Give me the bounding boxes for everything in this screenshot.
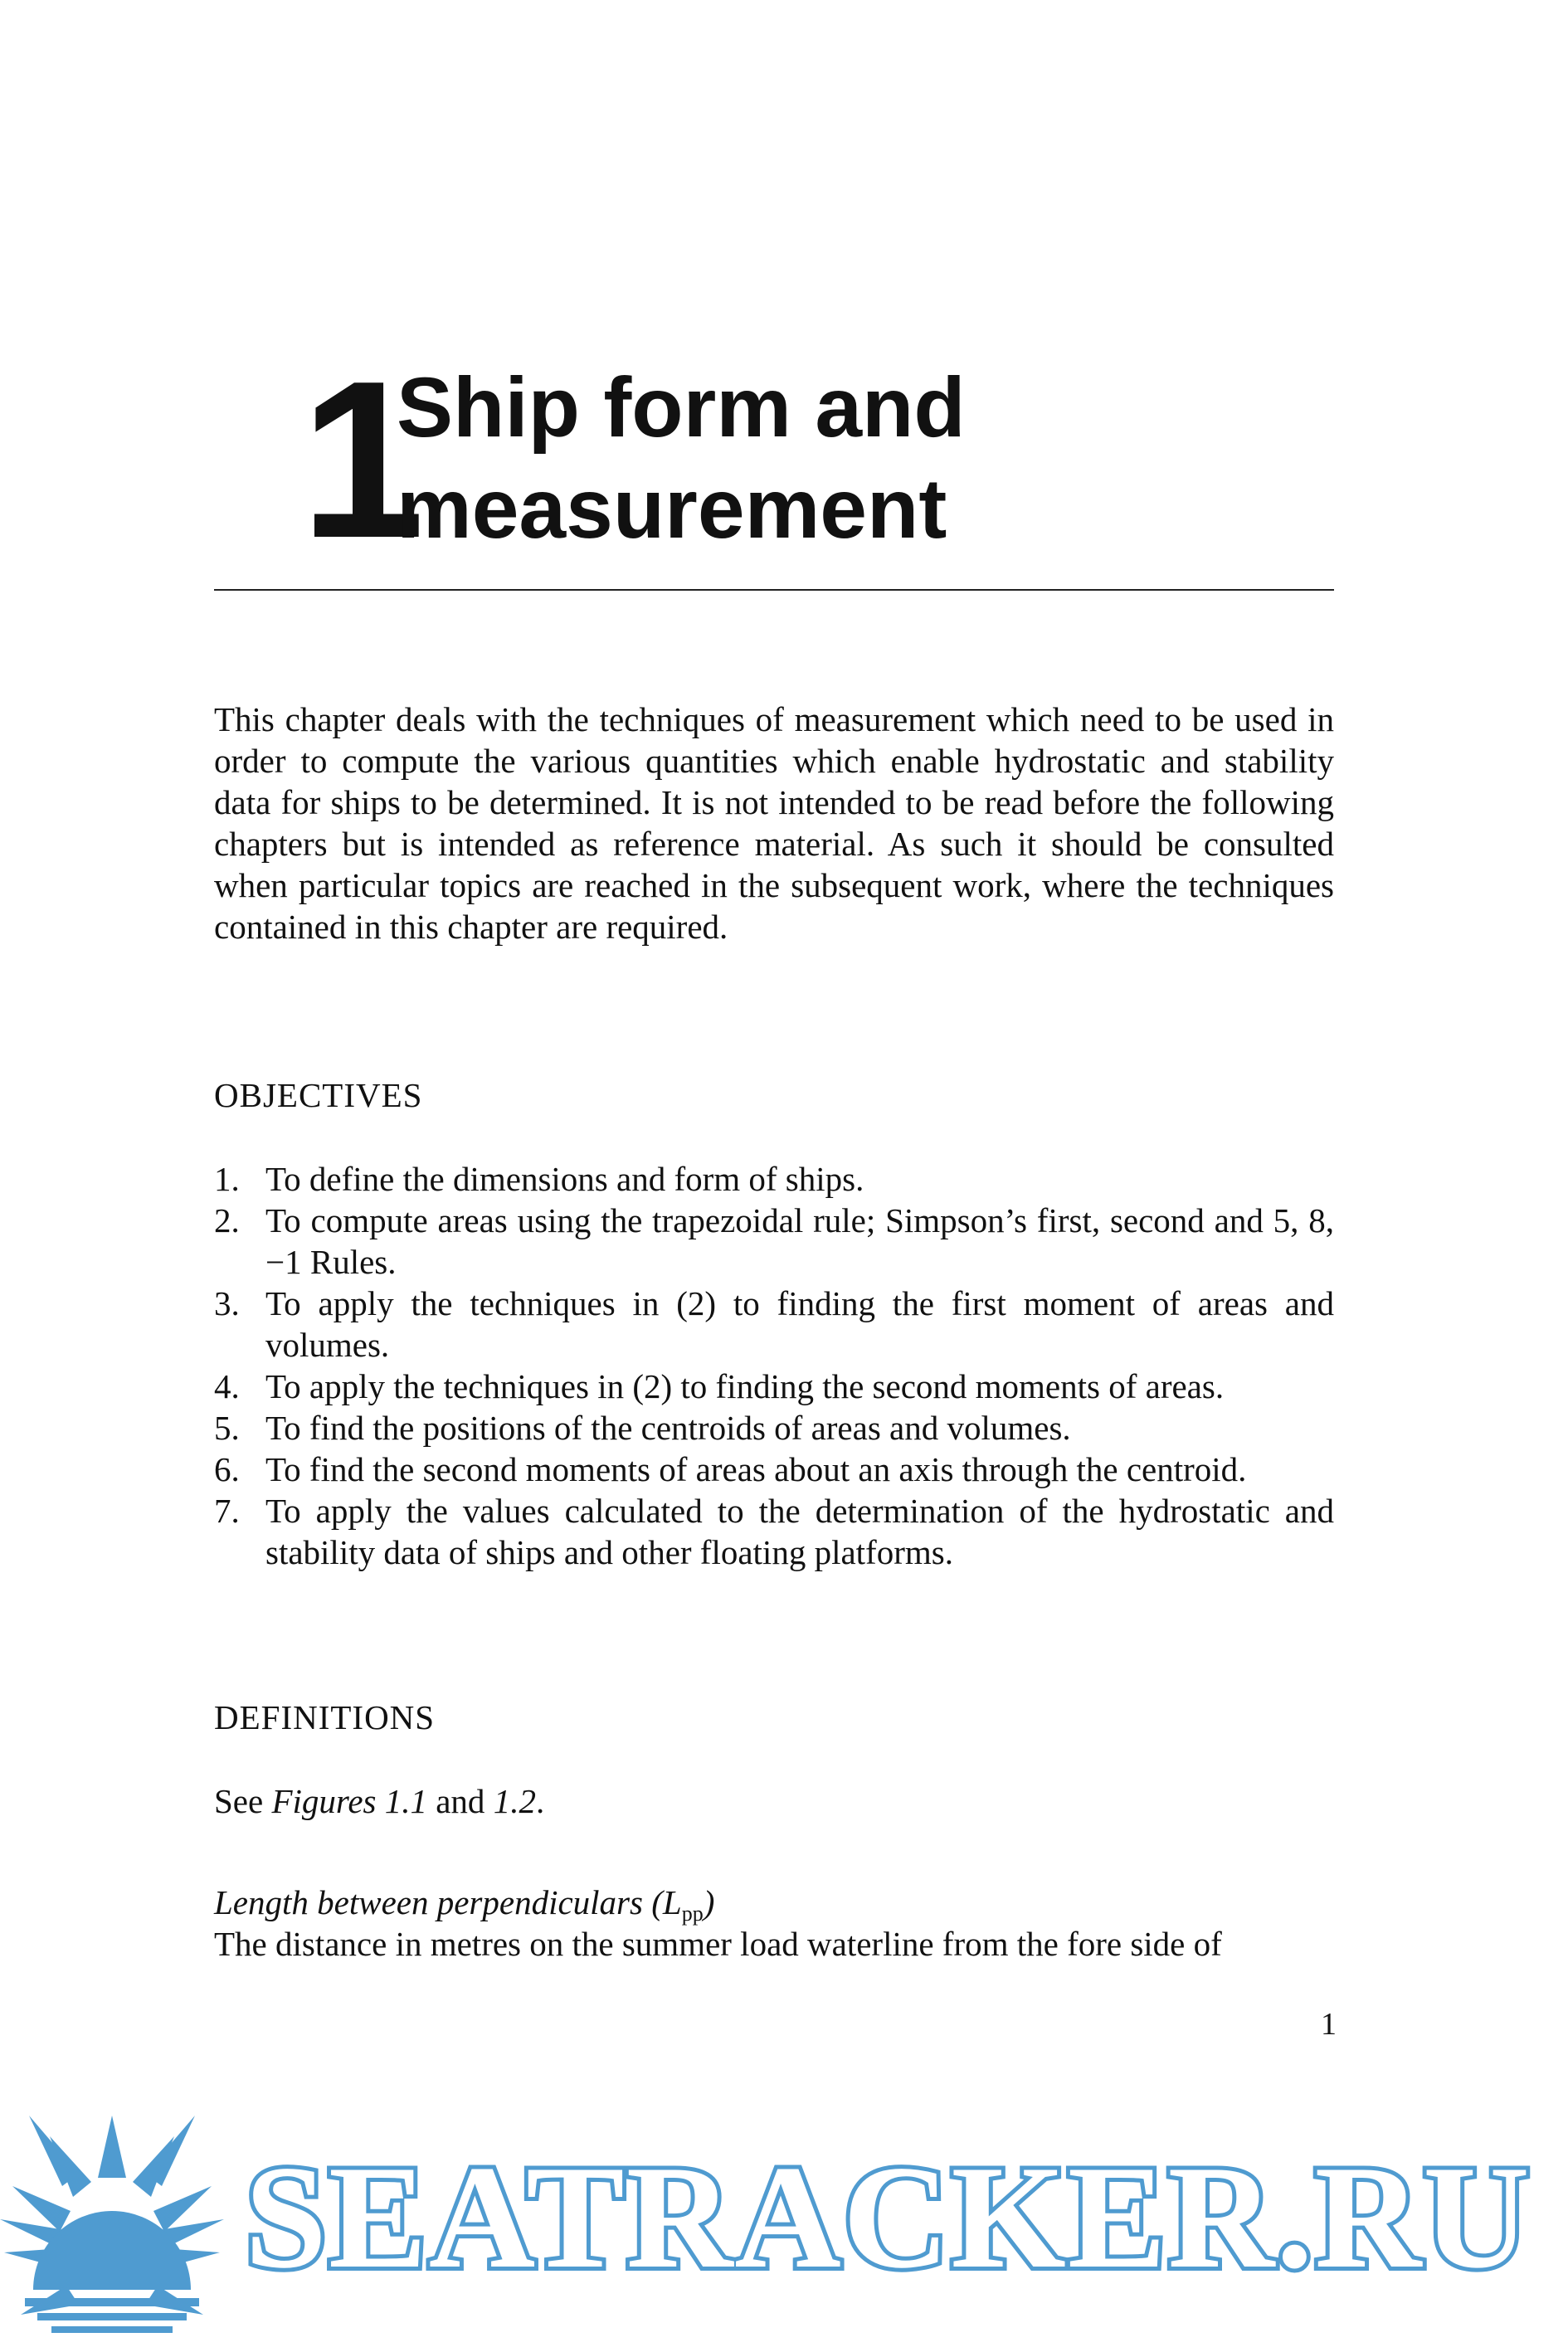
definition-term: Length between perpendiculars $(L_{pp})$ — [214, 1883, 715, 1926]
objective-text: To apply the techniques in (2) to finding the first moment of areas and volumes. — [265, 1284, 1334, 1364]
objective-item — [214, 1490, 1334, 1573]
objective-number: 6. — [214, 1450, 240, 1488]
title-rule — [214, 589, 1334, 591]
definition-term-name: Length between perpendiculars — [214, 1883, 643, 1921]
chapter-number: 1 — [300, 335, 421, 585]
objectives-list — [214, 1158, 1334, 1573]
see-prefix: See — [214, 1782, 272, 1820]
objective-number: 4. — [214, 1367, 240, 1405]
objective-item — [214, 1449, 1334, 1490]
objective-number: 1. — [214, 1160, 240, 1198]
objective-text: To find the second moments of areas about an axis through the centroid. — [265, 1450, 1247, 1488]
sun-icon — [0, 2116, 224, 2333]
definitions-heading: DEFINITIONS — [214, 1698, 436, 1736]
objective-item — [214, 1283, 1334, 1366]
page-number: 1 — [1321, 2007, 1337, 2042]
objective-number: 5. — [214, 1409, 240, 1447]
chapter-title-line2: measurement — [397, 461, 947, 556]
objective-item — [214, 1407, 1334, 1449]
objectives-heading: OBJECTIVES — [214, 1076, 423, 1114]
objective-number: 3. — [214, 1284, 240, 1322]
figure-ref-1: Figures 1.1 — [271, 1782, 427, 1820]
definition-subscript: pp — [681, 1902, 704, 1926]
figure-ref-2: 1.2 — [493, 1782, 536, 1820]
and-word: and — [426, 1782, 494, 1820]
objective-text: To find the positions of the centroids of areas and volumes. — [265, 1409, 1071, 1447]
objective-number: 2. — [214, 1201, 240, 1239]
objective-item — [214, 1158, 1334, 1200]
objective-text: To apply the techniques in (2) to finding the second moments of areas. — [265, 1367, 1225, 1405]
watermark-text: SEATRACKER.RU — [245, 2135, 1531, 2299]
see-figures-line — [214, 1780, 1334, 1822]
objective-text: To apply the values calculated to the determination of the hydrostatic and stability data of ships and other floating platforms. — [265, 1492, 1334, 1571]
see-suffix: . — [535, 1782, 545, 1820]
chapter-title-line1: Ship form and — [397, 360, 966, 455]
objective-text: To define the dimensions and form of ships. — [265, 1160, 864, 1198]
definition-text: The distance in metres on the summer load waterline from the fore side of — [214, 1925, 1222, 1963]
objective-item — [214, 1366, 1334, 1407]
definition-symbol: L — [662, 1883, 682, 1921]
chapter-title — [397, 357, 966, 559]
objective-text: To compute areas using the trapezoidal rule; Simpson’s first, second and 5, 8, −1 Rules. — [265, 1201, 1334, 1281]
objective-number: 7. — [214, 1492, 240, 1530]
intro-paragraph: This chapter deals with the techniques of measurement which need to be used in order to compute the various quantities which enable hydrostatic and stability data for ships to be determined. It is not intended to be read before the following chapters but is intended as reference material. As such it should be consulted when particular topics are reached in the subsequent work, where the techniques contained in this chapter are required. — [214, 700, 1334, 946]
objective-item — [214, 1200, 1334, 1283]
